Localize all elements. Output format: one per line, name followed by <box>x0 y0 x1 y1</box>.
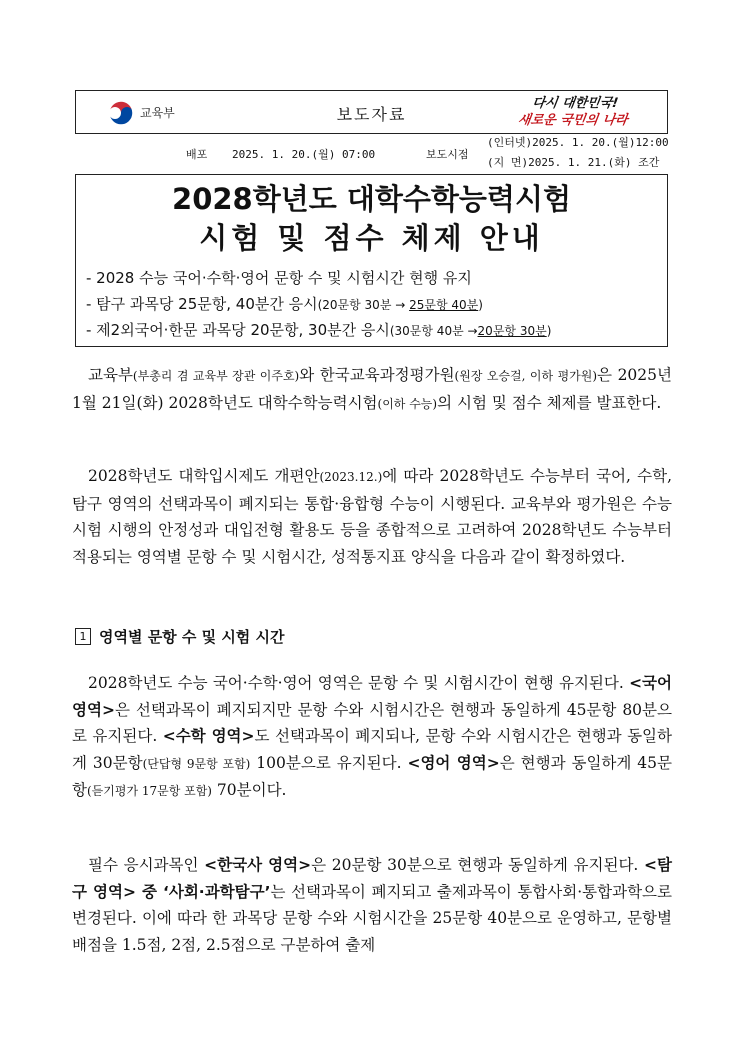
para1-text-e: 은 2025년 1월 21일(화) 2028학년도 대학수학능력시험 <box>72 366 672 412</box>
english-area-label: <영어 영역> <box>407 753 500 772</box>
ministry-name: 교육부 <box>140 106 175 120</box>
para4-text-e: 도 선택과목이 폐지되나, 문항 수와 시험시간은 현행과 동일하게 30문항 <box>72 727 672 772</box>
section-heading-1 <box>75 626 285 647</box>
subtitle-2-paren-close: ) <box>478 298 483 312</box>
para4-text-a: 2028학년도 수능 국어·수학·영어 영역은 문항 수 및 시험시간이 현행 유지된다. <box>88 674 630 692</box>
korean-area-label: <국어 영역> <box>72 674 672 719</box>
subtitle-2-paren-open: (20문항 30분 → <box>317 298 410 312</box>
slogan-line-2: 새로운 국민의 나라 <box>516 113 629 128</box>
para4-text-i: 은 현행과 동일하게 45문항 <box>72 753 672 799</box>
distribution-time: 2025. 1. 20.(월) 07:00 <box>232 148 376 161</box>
paragraph-2 <box>72 463 672 570</box>
para5-text-c: 은 20문항 30분으로 현행과 동일하게 유지된다. <box>311 856 645 874</box>
history-area-label: <한국사 영역> <box>204 856 312 874</box>
para1-text-f: (이하 수능) <box>377 396 438 411</box>
para5-text-a: 필수 응시과목인 <box>88 856 205 874</box>
para1-text-c: 와 한국교육과정평가원 <box>299 366 455 384</box>
subtitle-2-main: - 탐구 과목당 25문항, 40분간 응시 <box>86 295 318 313</box>
subtitle-2 <box>86 293 483 314</box>
para5-text-e: 는 선택과목이 폐지되고 출제과목이 통합사회·통합과학으로 변경된다. 이에 따라 한 과목당 문항 수와 시험시간을 25문항 40분으로 운영하고, 문항별 배점을 1.5점, 2점, 2.5점으로 구분하여 출제 <box>72 882 672 954</box>
paragraph-3 <box>72 670 672 805</box>
page-title-line-2: 시험 및 점수 체제 안내 <box>199 221 544 255</box>
subtitle-3-paren-close: ) <box>546 324 552 338</box>
para1-text-d: (원장 오승걸, 이하 평가원) <box>454 369 598 383</box>
para2-text-b: (2023.12.) <box>319 470 383 484</box>
subtitle-2-paren-new: 25문항 40분 <box>409 298 479 312</box>
report-time-print: (지 면)2025. 1. 21.(화) 조간 <box>487 156 660 169</box>
subtitle-3 <box>86 319 551 340</box>
inquiry-area-label: <탐구 영역> 중 ‘사회·과학탐구’ <box>72 856 672 901</box>
section-title: 영역별 문항 수 및 시험 시간 <box>99 628 285 646</box>
para1-text-b: (부총리 겸 교육부 장관 이주호) <box>132 369 300 383</box>
subtitle-3-paren-new: 20문항 30분 <box>477 324 547 338</box>
subtitle-3-main: - 제2외국어·한문 과목당 20문항, 30분간 응시 <box>86 321 390 339</box>
slogan <box>497 95 652 129</box>
distribution-label: 배포 <box>186 148 208 161</box>
report-time-online: (인터넷)2025. 1. 20.(월)12:00 <box>487 136 669 149</box>
para4-text-j: (듣기평가 17문항 포함) <box>86 784 212 798</box>
paragraph-1 <box>72 362 672 417</box>
section-number: 1 <box>75 628 91 645</box>
paragraph-4 <box>72 852 672 958</box>
para4-text-c: 은 선택과목이 폐지되지만 문항 수와 시험시간은 현행과 동일하게 45문항 80분으로 유지된다. <box>72 700 672 745</box>
para1-text-a: 교육부 <box>88 366 133 384</box>
report-time-label: 보도시점 <box>426 148 469 161</box>
press-header <box>75 90 668 134</box>
title-box <box>75 174 668 347</box>
para2-text-a: 2028학년도 대학입시제도 개편안 <box>88 467 320 485</box>
page-title-line-1: 2028학년도 대학수학능력시험 <box>172 182 571 216</box>
para2-text-c: 에 따라 2028학년도 수능부터 국어, 수학, 탐구 영역의 선택과목이 폐지되는 통합·융합형 수능이 시행된다. 교육부와 평가원은 수능 시험 시행의 안정성과 대입전형 활용도 등을 종합적으로 고려하여 2028학년도 수능부터 적용되는 영역별 문항 수 및 시험시간, 성적통지표 양식을 다음과 같이 확정하였다. <box>72 467 672 566</box>
math-area-label: <수학 영역> <box>162 727 255 745</box>
para4-text-g: 100분으로 유지된다. <box>250 753 408 772</box>
subtitle-3-paren-open: (30문항 40분 → <box>389 324 478 338</box>
para4-text-f: (단답형 9문항 포함) <box>142 756 251 771</box>
document-type: 보도자료 <box>336 105 407 124</box>
slogan-line-1: 다시 대한민국! <box>531 96 620 111</box>
subtitle-1: - 2028 수능 국어·수학·영어 문항 수 및 시험시간 현행 유지 <box>86 269 472 287</box>
para4-text-k: 70분이다. <box>211 781 287 799</box>
para1-text-g: 의 시험 및 점수 체제를 발표한다. <box>437 393 662 412</box>
